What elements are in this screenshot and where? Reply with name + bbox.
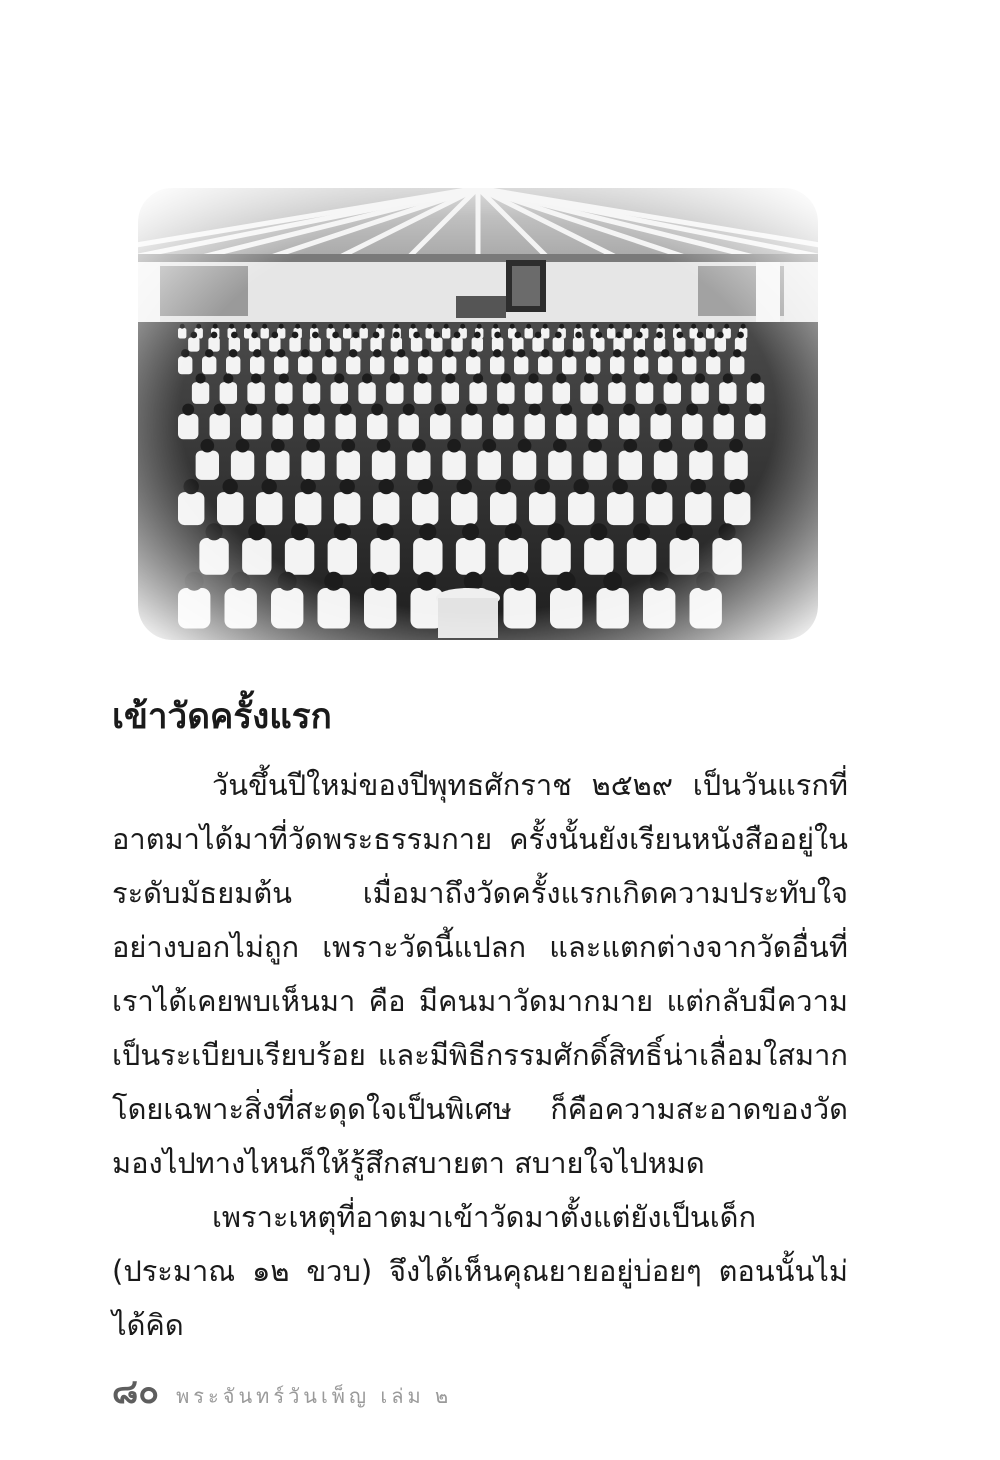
meditation-hall-illustration xyxy=(138,188,818,640)
body-text xyxy=(112,758,848,1352)
meditation-hall-photo xyxy=(138,188,818,640)
running-title: พระจันทร์วันเพ็ญ เล่ม ๒ xyxy=(176,1384,453,1408)
page-number: ๘๐ xyxy=(112,1372,159,1412)
paragraph-1: วันขึ้นปีใหม่ของปีพุทธศักราช ๒๕๒๙ เป็นวันแรกที่อาตมาได้มาที่วัดพระธรรมกาย ครั้งนั้นยังเรียนหนังสืออยู่ในระดับมัธยมต้น เมื่อมาถึงวัดครั้งแรกเกิดความประทับใจอย่างบอกไม่ถูก เพราะวัดนี้แปลก และแตกต่างจากวัดอื่นที่เราได้เคยพบเห็นมา คือ มีคนมาวัดมากมาย แต่กลับมีความเป็นระเบียบเรียบร้อย และมีพิธีกรรมศักดิ์สิทธิ์น่าเลื่อมใสมาก โดยเฉพาะสิ่งที่สะดุดใจเป็นพิเศษ ก็คือความสะอาดของวัด มองไปทางไหนก็ให้รู้สึกสบายตา สบายใจไปหมด xyxy=(112,768,848,1180)
page-footer xyxy=(112,1372,452,1418)
section-heading: เข้าวัดครั้งแรก xyxy=(112,697,332,737)
paragraph-2: เพราะเหตุที่อาตมาเข้าวัดมาตั้งแต่ยังเป็นเด็ก (ประมาณ ๑๒ ขวบ) จึงได้เห็นคุณยายอยู่บ่อยๆ ตอนนั้นไม่ได้คิด xyxy=(112,1200,848,1342)
